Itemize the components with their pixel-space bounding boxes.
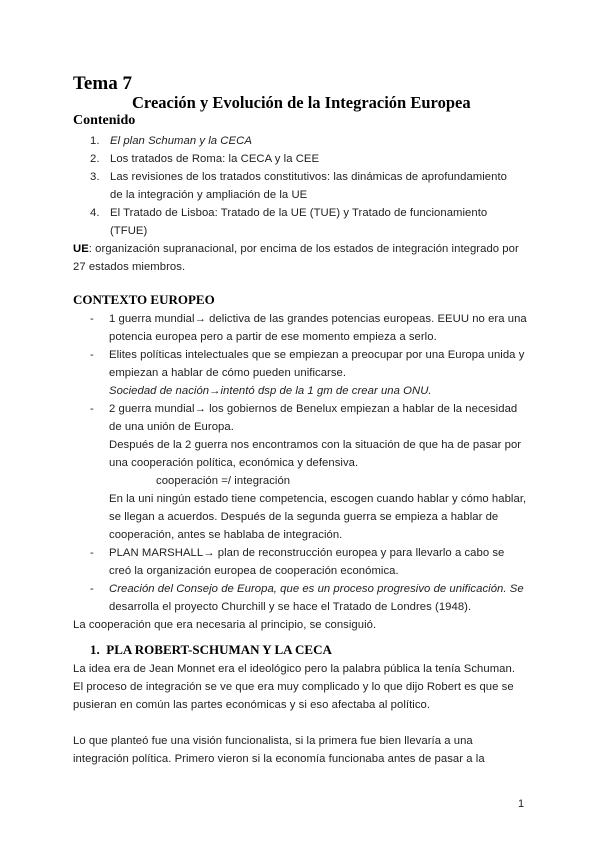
bullet-marker: -	[90, 547, 94, 559]
toc-item-2	[90, 150, 319, 168]
ue-term: UE	[73, 243, 89, 255]
bullet-text: creó la organización europea de cooperación económica.	[109, 565, 399, 577]
bullet-text: empiezan a hablar de cómo pueden unificarse.	[109, 367, 347, 379]
bullet-text: Creación del Consejo de Europa, que es un proceso progresivo de unificación. Se	[109, 583, 524, 595]
toc-text: Las revisiones de los tratados constitutivos: las dinámicas de aprofundamiento	[110, 171, 507, 183]
bullet-text: cooperación =/ integración	[156, 475, 291, 487]
bullet-text: 1 guerra mundial→ delictiva de las grandes potencias europeas. EEUU no era una	[109, 313, 527, 325]
ue-definition	[73, 240, 519, 258]
toc-item-3	[90, 168, 507, 186]
toc-text: Los tratados de Roma: la CECA y la CEE	[110, 153, 320, 165]
bullet-text: 2 guerra mundial→ los gobiernos de Benelux empiezan a hablar de la necesidad	[109, 403, 518, 415]
bullet-text: una cooperación política, económica y defensiva.	[109, 457, 359, 469]
toc-text-continuation: (TFUE)	[110, 225, 148, 237]
section-heading-1	[90, 642, 332, 658]
bullet-marker: -	[90, 583, 94, 595]
toc-number: 4.	[90, 207, 100, 219]
section-number: 1.	[90, 642, 100, 657]
page-number: 1	[518, 798, 525, 810]
bullet-text: Después de la 2 guerra nos encontramos con la situación de que ha de pasar por	[109, 439, 522, 451]
toc-text: El plan Schuman y la CECA	[110, 135, 252, 147]
bullet-text: de una unión de Europa.	[109, 421, 234, 433]
bullet-marker: -	[90, 349, 94, 361]
bullet-text: potencia europea pero a partir de ese momento empieza a serlo.	[109, 331, 437, 343]
toc-item-1	[90, 132, 252, 150]
paragraph-line: La idea era de Jean Monnet era el ideológico pero la palabra pública la tenía Schuman.	[73, 663, 516, 675]
paragraph-line: integración política. Primero vieron si la economía funcionaba antes de pasar a la	[73, 753, 485, 765]
paragraph-line: pusieran en común las partes económicas y si eso afectaba al político.	[73, 699, 431, 711]
bullet-text: PLAN MARSHALL→ plan de reconstrucción europea y para llevarlo a cabo se	[109, 547, 505, 559]
toc-text: El Tratado de Lisboa: Tratado de la UE (TUE) y Tratado de funcionamiento	[110, 207, 488, 219]
toc-number: 1.	[90, 135, 100, 147]
bullet-text: cooperación, antes se hablaba de integración.	[109, 529, 343, 541]
toc-number: 2.	[90, 153, 100, 165]
bullet-text: se llegan a acuerdos. Después de la segunda guerra se empieza a hablar de	[109, 511, 499, 523]
topic-title: Tema 7	[73, 73, 132, 94]
section-title: PLA ROBERT-SCHUMAN Y LA CECA	[106, 642, 332, 657]
paragraph-line: Lo que planteó fue una visión funcionalista, si la primera fue bien llevaría a una	[73, 735, 473, 747]
toc-text-continuation: de la integración y ampliación de la UE	[110, 189, 308, 201]
contents-heading: Contenido	[73, 113, 136, 128]
document-title: Creación y Evolución de la Integración Europea	[132, 93, 471, 112]
ue-definition-text: : organización supranacional, por encima de los estados de integración integrado por	[88, 243, 519, 255]
bullet-text: Sociedad de nación→intentó dsp de la 1 gm de crear una ONU.	[109, 385, 432, 397]
ue-definition-continuation: 27 estados miembros.	[73, 261, 186, 273]
bullet-marker: -	[90, 313, 94, 325]
bullet-text: En la uni ningún estado tiene competencia, escogen cuando hablar y cómo hablar,	[109, 493, 527, 505]
toc-item-4	[90, 204, 487, 222]
paragraph-line: El proceso de integración se ve que era muy complicado y lo que dijo Robert es que se	[73, 681, 514, 693]
section-heading-contexto: CONTEXTO EUROPEO	[73, 292, 215, 307]
bullet-text: desarrolla el proyecto Churchill y se hace el Tratado de Londres (1948).	[109, 601, 472, 613]
toc-number: 3.	[90, 171, 100, 183]
bullet-text: Elites políticas intelectuales que se empiezan a preocupar por una Europa unida y	[109, 349, 525, 361]
bullet-marker: -	[90, 403, 94, 415]
closing-sentence: La cooperación que era necesaria al principio, se consiguió.	[73, 619, 377, 631]
